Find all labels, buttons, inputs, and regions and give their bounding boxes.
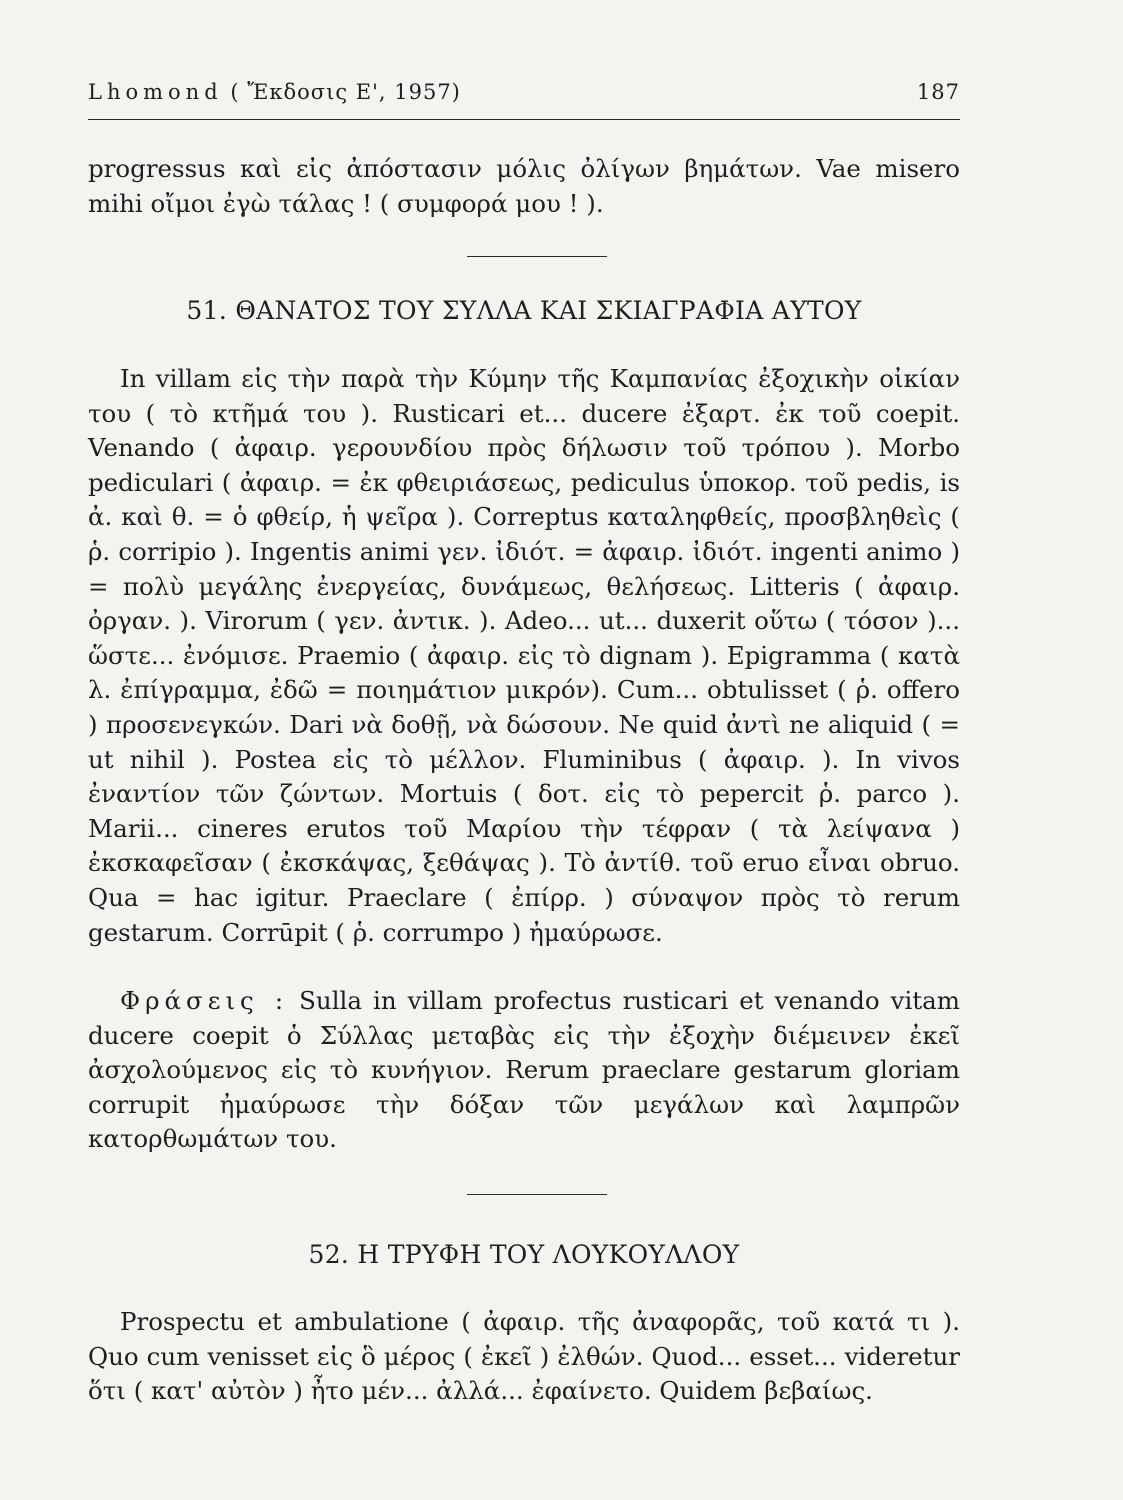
intro-paragraph bbox=[88, 152, 960, 221]
section-51-notes-text: In villam εἰς τὴν παρὰ τὴν Κύμην τῆς Καμπανίας ἐξοχικὴν οἰκίαν του ( τὸ κτῆμά του ). Rusticari et... ducere ἐξαρτ. ἐκ τοῦ coepit. Venando ( ἀφαιρ. γερουνδίου πρὸς δήλωσιν τοῦ τρόπου ). Morbo pediculari ( ἀφαιρ. = ἐκ φθειριάσεως, pediculus ὑποκορ. τοῦ pedis, is ἀ. καὶ θ. = ὁ φθείρ, ἡ ψεῖρα ). Correptus καταληφθείς, προσβληθεὶς ( ῥ. corripio ). Ingentis animi γεν. ἰδιότ. = ἀφαιρ. ἰδιότ. ingenti animo ) = πολὺ μεγάλης ἐνεργείας, δυνάμεως, θελήσεως. Litteris ( ἀφαιρ. ὀργαν. ). Virorum ( γεν. ἀντικ. ). Adeo... ut... duxerit οὕτω ( τόσον )... ὥστε... ἐνόμισε. Praemio ( ἀφαιρ. εἰς τὸ dignam ). Epigramma ( κατὰ λ. ἐπίγραμμα, ἐδῶ = ποιημάτιον μικρόν). Cum... obtulisset ( ῥ. offero ) προσενεγκών. Dari νὰ δοθῇ, νὰ δώσουν. Ne quid ἀντὶ ne aliquid ( = ut nihil ). Postea εἰς τὸ μέλλον. Fluminibus ( ἀφαιρ. ). In vivos ἐναντίον τῶν ζώντων. Mortuis ( δοτ. εἰς τὸ pepercit ῥ. parco ). Marii... cineres erutos τοῦ Μαρίου τὴν τέφραν ( τὰ λείψανα ) ἐκσκαφεῖσαν ( ἐκσκάψας, ξεθάψας ). Τὸ ἀντίθ. τοῦ eruo εἶναι obruo. Qua = hac igitur. Praeclare ( ἐπίρρ. ) σύναψον πρὸς τὸ rerum gestarum. Corrūpit ( ῥ. corrumpo ) ἠμαύρωσε. bbox=[88, 364, 960, 947]
section-52-title: 52. Η ΤΡΥΦΗ ΤΟΥ ΛΟΥΚΟΥΛΛΟΥ bbox=[308, 1240, 740, 1269]
header-rule bbox=[88, 119, 960, 120]
header-edition: ( Ἔκδοσις Ε', 1957) bbox=[230, 80, 461, 104]
header-author: Lhomond bbox=[88, 80, 223, 104]
section-51-phrases bbox=[88, 984, 960, 1157]
section-51-notes bbox=[88, 362, 960, 950]
page-number: 187 bbox=[916, 80, 960, 104]
section-51-title: 51. ΘΑΝΑΤΟΣ ΤΟΥ ΣΥΛΛΑ ΚΑΙ ΣΚΙΑΓΡΑΦΙΑ ΑΥΤΟΥ bbox=[186, 296, 862, 325]
intro-text: progressus καὶ εἰς ἀπόστασιν μόλις ὀλίγων βημάτων. Vae misero mihi οἴμοι ἐγὼ τάλας ! ( συμφορά μου ! ). bbox=[88, 154, 960, 218]
running-header bbox=[88, 80, 960, 104]
section-52-notes bbox=[88, 1305, 960, 1409]
phrases-paragraph bbox=[88, 984, 960, 1157]
phrases-label: Φράσεις : bbox=[120, 986, 289, 1015]
section-52-notes-text: Prospectu et ambulatione ( ἀφαιρ. τῆς ἀναφορᾶς, τοῦ κατά τι ). Quo cum venisset εἰς ὃ μέρος ( ἐκεῖ ) ἐλθών. Quod... esset... videretur ὅτι ( κατ' αὐτὸν ) ἦτο μέν... ἀλλά... ἐφαίνετο. Quidem βεβαίως. bbox=[88, 1307, 960, 1406]
section-divider-2 bbox=[467, 1194, 607, 1195]
header-title bbox=[88, 80, 461, 104]
section-divider-1 bbox=[467, 256, 607, 257]
phrases-text: Sulla in villam profectus rusticari et venando vitam ducere coepit ὁ Σύλλας μεταβὰς εἰς τὴν ἐξοχὴν διέμεινεν ἐκεῖ ἀσχολούμενος εἰς τὸ κυνήγιον. Rerum praeclare gestarum gloriam corrupit ἠμαύρωσε τὴν δόξαν τῶν μεγάλων καὶ λαμπρῶν κατορθωμάτων του. bbox=[88, 986, 960, 1154]
